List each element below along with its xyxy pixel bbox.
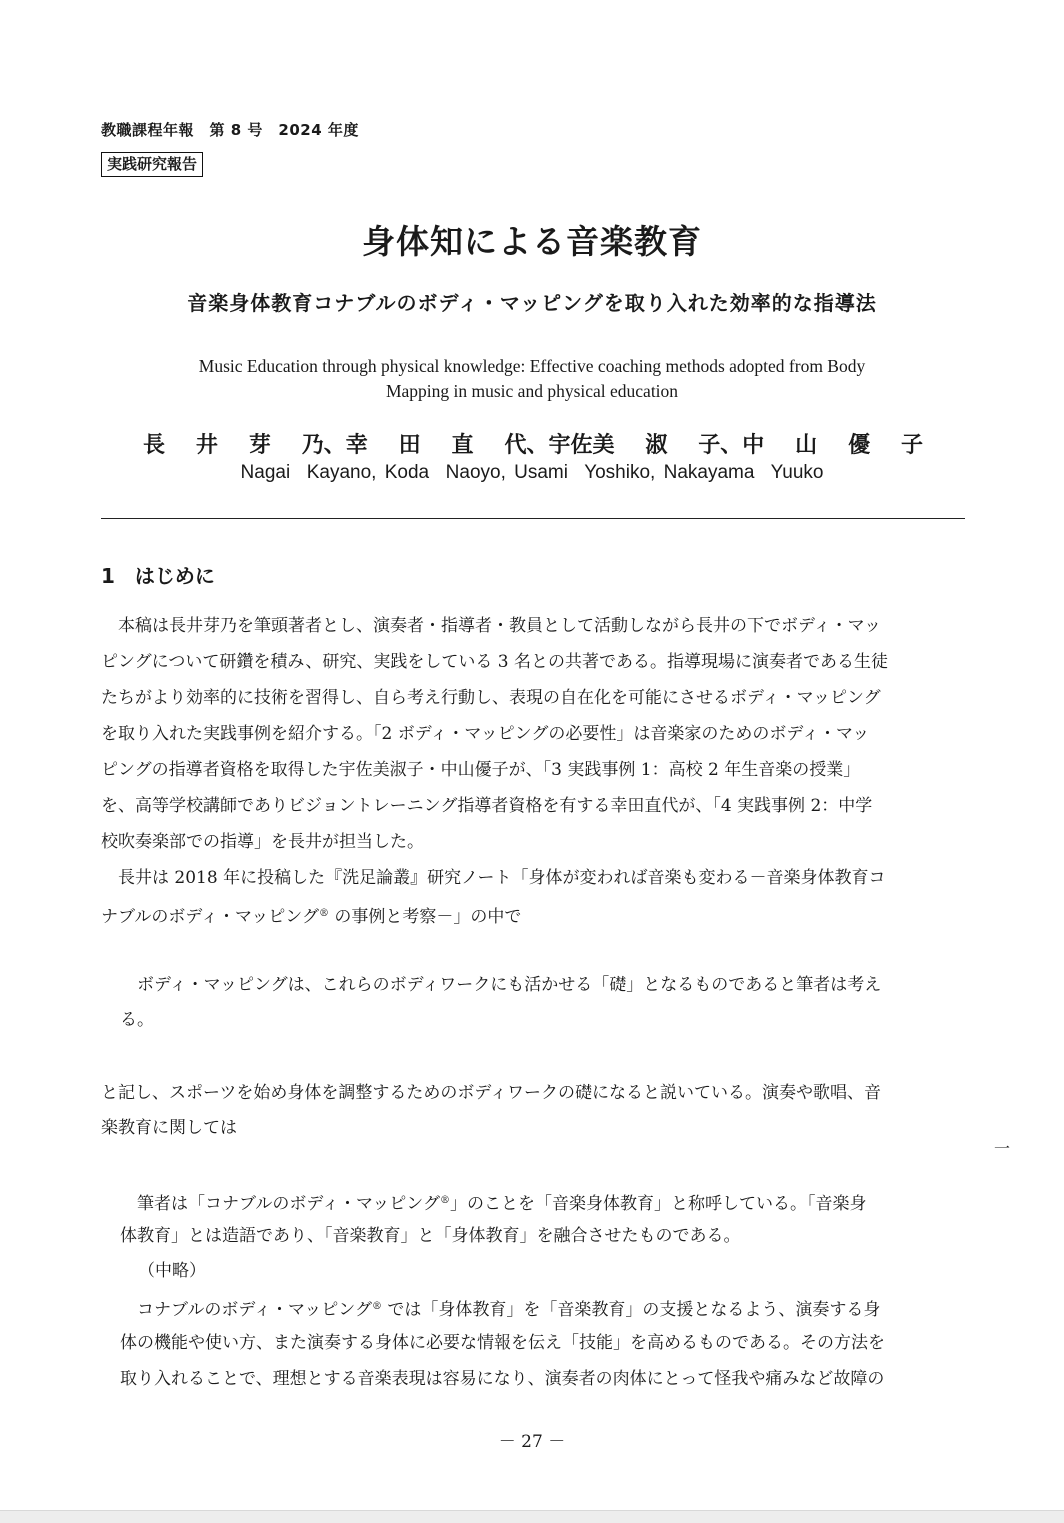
text-fragment: では「身体教育」を「音楽教育」の支援となるよう、演奏する身 xyxy=(381,1300,881,1320)
section-heading: 1 はじめに xyxy=(101,564,215,588)
paper-title: 身体知による音楽教育 xyxy=(362,222,702,261)
author-char: 子 xyxy=(900,432,923,458)
author-char: 芽 xyxy=(248,432,271,458)
text-line: ボディ・マッピングは、これらのボディワークにも活かせる「礎」となるものであると筆者は考え xyxy=(120,975,882,995)
registered-mark: ® xyxy=(371,1301,382,1312)
registered-mark: ® xyxy=(318,908,329,919)
author-char: 優 xyxy=(848,432,871,458)
title-divider xyxy=(101,518,965,519)
text-line xyxy=(101,896,521,935)
author-char: 子、中 xyxy=(698,432,765,458)
omission-mark: （中略） xyxy=(138,1261,206,1281)
viewer-bottom-edge xyxy=(0,1510,1064,1523)
authors-english: Nagai Kayano, Koda Naoyo, Usami Yoshiko, Nakayama Yuuko xyxy=(240,462,824,483)
author-char: 直 xyxy=(451,432,474,458)
text-fragment: 」のことを「音楽身体教育」と称呼している。「音楽身 xyxy=(449,1194,867,1214)
paper-subtitle: 音楽身体教育コナブルのボディ・マッピングを取り入れた効率的な指導法 xyxy=(187,291,877,315)
text-line: を、高等学校講師でありビジョントレーニング指導者資格を有する幸田直代が、「4 実践事例 2：中学 xyxy=(101,796,873,816)
text-line: を取り入れた実践事例を紹介する。「2 ボディ・マッピングの必要性」は音楽家のためのボディ・マッ xyxy=(101,724,870,744)
text-line: ピングについて研鑽を積み、研究、実践をしている 3 名との共著である。指導現場に演奏者である生徒 xyxy=(101,652,888,672)
author-char: 井 xyxy=(195,432,218,458)
margin-mark: 一 xyxy=(994,1139,1011,1158)
text-line: 校吹奏楽部での指導」を長井が担当した。 xyxy=(101,832,424,852)
text-line: 本稿は長井芽乃を筆頭著者とし、演奏者・指導者・教員として活動しながら長井の下でボディ・マッ xyxy=(101,616,881,636)
text-fragment: コナブルのボディ・マッピング xyxy=(120,1300,372,1320)
text-line: たちがより効率的に技術を習得し、自ら考え行動し、表現の自在化を可能にさせるボディ・マッピング xyxy=(101,688,881,708)
text-line: 体の機能や使い方、また演奏する身体に必要な情報を伝え「技能」を高めるものである。その方法を xyxy=(120,1333,885,1353)
text-line: 長井は 2018 年に投稿した『洗足論叢』研究ノート「身体が変われば音楽も変わる－音楽身体教育コ xyxy=(101,868,886,888)
authors-japanese xyxy=(143,428,923,459)
text-fragment: 筆者は「コナブルのボディ・マッピング xyxy=(120,1194,440,1214)
page-number: － 27 － xyxy=(498,1432,566,1452)
english-title-line-1: Music Education through physical knowledge: Effective coaching methods adopted from Body xyxy=(198,356,866,376)
author-char: 乃、幸 xyxy=(301,432,368,458)
text-line: と記し、スポーツを始め身体を調整するためのボディワークの礎になると説いている。演奏や歌唱、音 xyxy=(101,1083,881,1103)
text-line: 楽教育に関しては xyxy=(101,1118,237,1138)
text-fragment: ナブルのボディ・マッピング xyxy=(101,907,319,927)
english-title-line-2: Mapping in music and physical education xyxy=(385,381,679,401)
journal-name: 教職課程年報 第 8 号 2024 年度 xyxy=(101,121,359,139)
author-char: 代、宇佐美 xyxy=(504,432,615,458)
text-line: ピングの指導者資格を取得した宇佐美淑子・中山優子が、「3 実践事例 1：高校 2 年生音楽の授業」 xyxy=(101,760,861,780)
text-fragment: の事例と考察－」の中で xyxy=(328,907,522,927)
author-char: 田 xyxy=(398,432,421,458)
author-char: 長 xyxy=(143,432,166,458)
text-line: 取り入れることで、理想とする音楽表現は容易になり、演奏者の肉体にとって怪我や痛みなど故障の xyxy=(120,1369,885,1389)
author-char: 山 xyxy=(795,432,818,458)
text-line xyxy=(120,1289,880,1328)
text-line xyxy=(120,1183,866,1222)
registered-mark: ® xyxy=(439,1195,450,1206)
article-type-label: 実践研究報告 xyxy=(101,152,203,177)
english-title xyxy=(120,354,944,404)
author-char: 淑 xyxy=(645,432,668,458)
text-line: る。 xyxy=(120,1010,154,1030)
text-line: 体教育」とは造語であり、「音楽教育」と「身体教育」を融合させたものである。 xyxy=(120,1226,741,1246)
